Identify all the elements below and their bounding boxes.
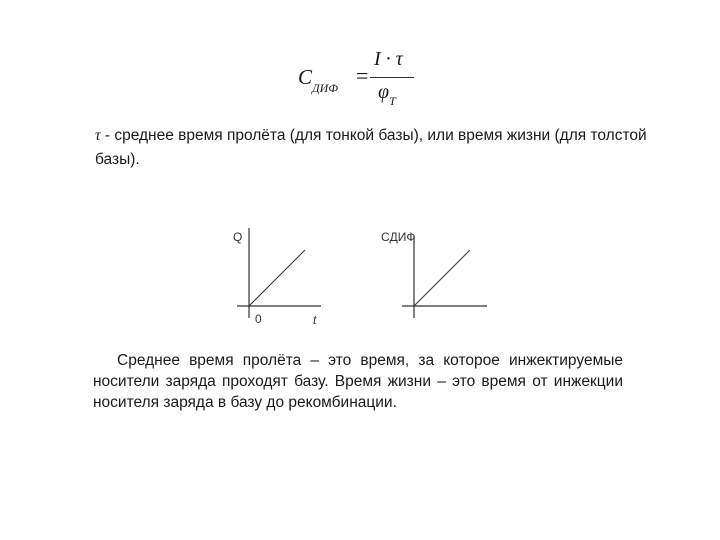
cdif-line bbox=[414, 250, 470, 306]
tau-symbol: τ bbox=[95, 127, 101, 144]
graph-cdif bbox=[381, 230, 487, 318]
tau-definition-text: - среднее время пролёта (для тонкой базы), или время жизни (для толстой базы). bbox=[95, 127, 647, 168]
q-axis-label: Q bbox=[233, 230, 243, 244]
cdif-axis-label: CДИФ bbox=[381, 230, 416, 244]
formula-equals: = bbox=[356, 63, 369, 88]
formula-denominator-symbol: φ bbox=[378, 81, 390, 103]
formula-lhs-symbol: C bbox=[298, 65, 313, 89]
graph-q-vs-t bbox=[233, 228, 321, 327]
formula-numerator: I · τ bbox=[374, 48, 403, 70]
origin-label: 0 bbox=[255, 312, 262, 326]
formula-lhs-subscript: ДИФ bbox=[312, 81, 338, 96]
t-axis-label: t bbox=[313, 313, 317, 327]
formula-denominator-subscript: T bbox=[389, 94, 396, 108]
description-paragraph: Среднее время пролёта – это время, за которое инжектируемые носители заряда проходят базу. Время жизни – это время от инжекции носителя заряда в базу до рекомбинации. bbox=[93, 352, 623, 411]
q-line bbox=[249, 250, 305, 306]
